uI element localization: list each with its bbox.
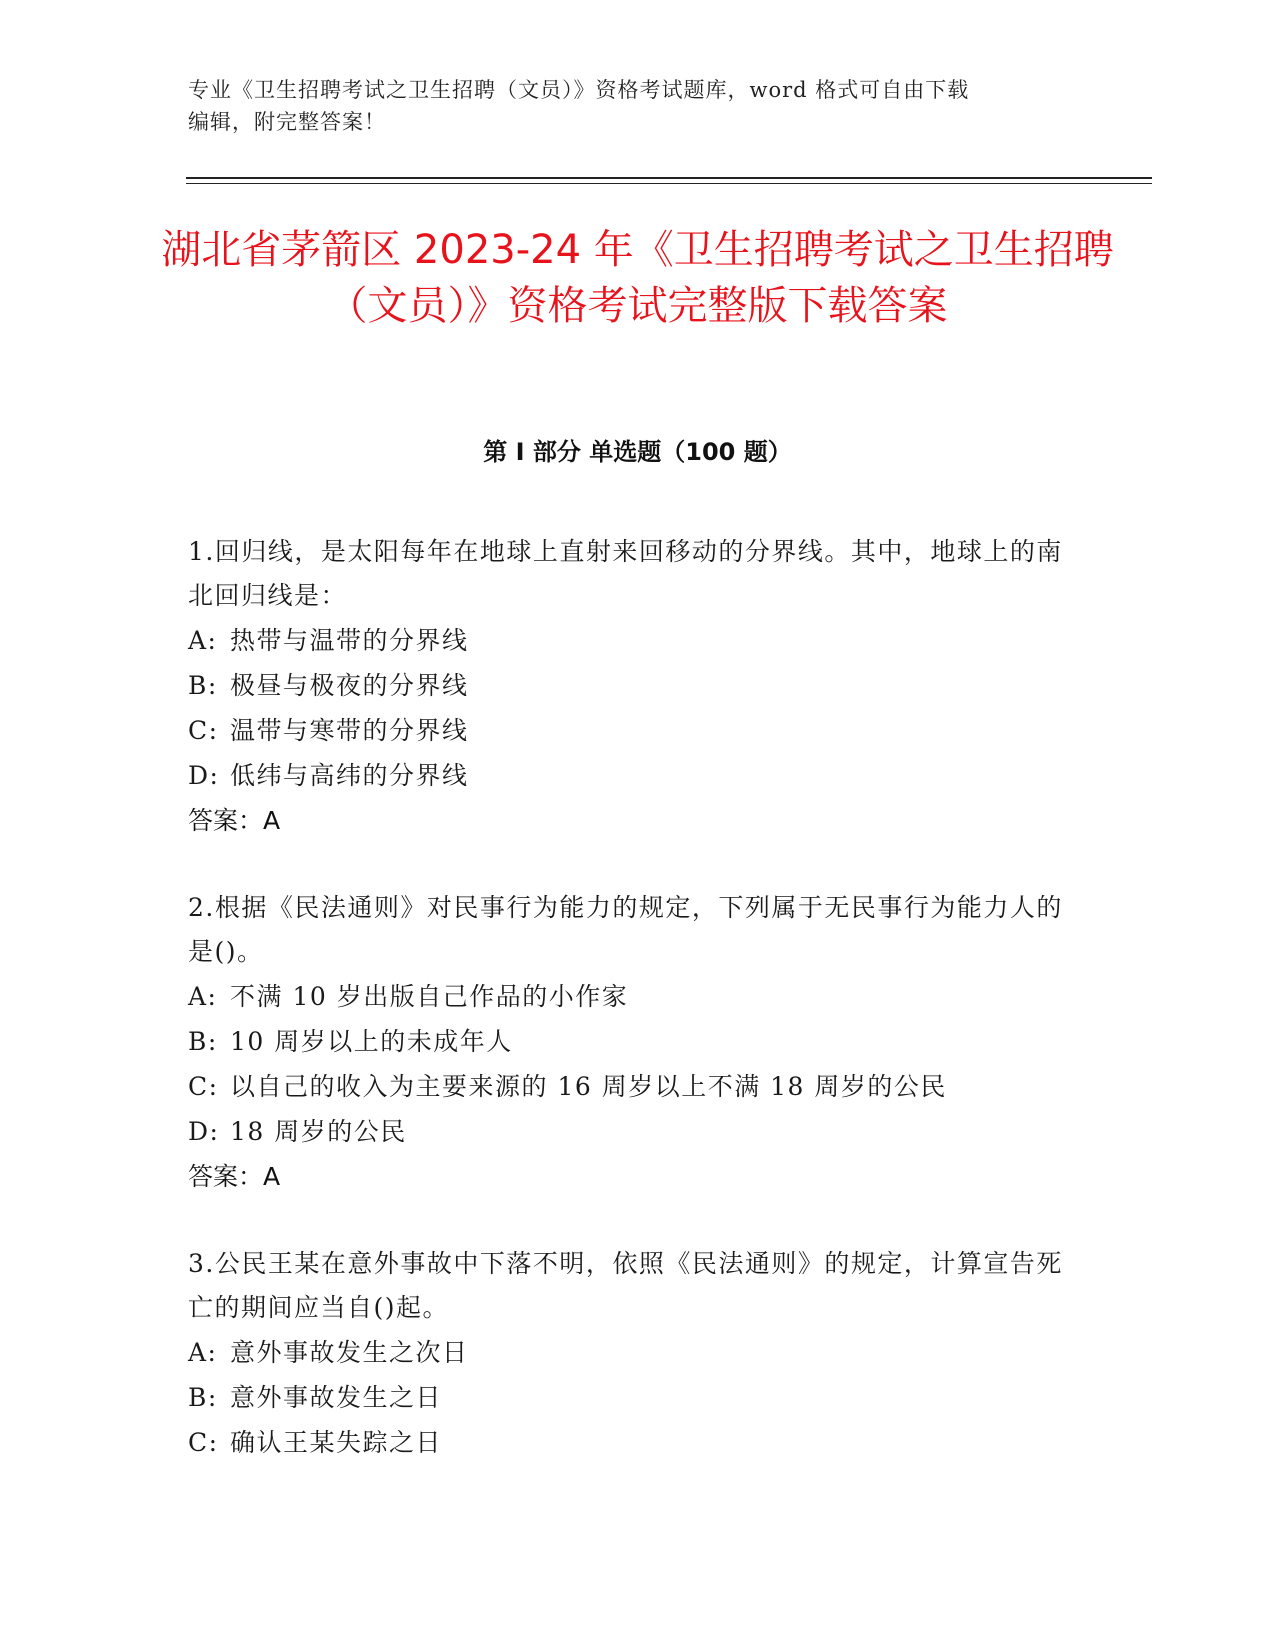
header-rule-thick — [186, 177, 1152, 179]
option-key: B: — [188, 1027, 218, 1056]
option-key: D: — [188, 761, 220, 790]
option-b — [188, 663, 1068, 708]
question-stem: 1.回归线，是太阳每年在地球上直射来回移动的分界线。其中，地球上的南北回归线是： — [188, 537, 1063, 610]
option-key: C: — [188, 716, 219, 745]
section-title: 第 I 部分 单选题（100 题） — [483, 438, 792, 466]
header-rule-thin — [186, 183, 1152, 184]
option-text: 不满 10 岁出版自己作品的小作家 — [230, 982, 629, 1011]
option-key: A: — [188, 1338, 218, 1367]
option-key: C: — [188, 1072, 219, 1101]
option-key: B: — [188, 1383, 218, 1412]
option-key: A: — [188, 626, 218, 655]
option-text: 热带与温带的分界线 — [230, 626, 469, 655]
header-note — [188, 74, 1068, 138]
question-stem: 3.公民王某在意外事故中下落不明，依照《民法通则》的规定，计算宣告死亡的期间应当自()起。 — [188, 1249, 1063, 1322]
option-text: 意外事故发生之次日 — [230, 1338, 469, 1367]
option-c — [188, 708, 1068, 753]
option-c — [188, 1064, 1068, 1109]
option-b — [188, 1019, 1068, 1064]
option-text: 低纬与高纬的分界线 — [230, 761, 469, 790]
option-key: D: — [188, 1117, 220, 1146]
option-text: 18 周岁的公民 — [230, 1117, 407, 1146]
option-text: 意外事故发生之日 — [230, 1383, 443, 1412]
header-note-line-2: 编辑，附完整答案！ — [188, 110, 386, 134]
option-d — [188, 1109, 1068, 1154]
option-a — [188, 974, 1068, 1019]
option-key: C: — [188, 1428, 219, 1457]
document-title: 湖北省茅箭区 2023-24 年《卫生招聘考试之卫生招聘（文员）》资格考试完整版下载答案 — [161, 227, 1114, 329]
header-note-line-1: 专业《卫生招聘考试之卫生招聘（文员）》资格考试题库，word 格式可自由下载 — [188, 78, 970, 102]
option-b — [188, 1375, 1068, 1420]
option-text: 确认王某失踪之日 — [230, 1428, 443, 1457]
question-3 — [188, 1242, 1068, 1465]
option-key: B: — [188, 671, 218, 700]
option-a — [188, 1330, 1068, 1375]
question-stem: 2.根据《民法通则》对民事行为能力的规定，下列属于无民事行为能力人的是()。 — [188, 893, 1063, 966]
question-list — [188, 530, 1068, 1507]
answer-line: 答案：A — [188, 806, 281, 835]
option-a — [188, 618, 1068, 663]
option-d — [188, 753, 1068, 798]
option-text: 极昼与极夜的分界线 — [230, 671, 469, 700]
question-2 — [188, 886, 1068, 1200]
option-text: 温带与寒带的分界线 — [230, 716, 469, 745]
option-key: A: — [188, 982, 218, 1011]
option-text: 10 周岁以上的未成年人 — [230, 1027, 513, 1056]
option-c — [188, 1420, 1068, 1465]
question-1 — [188, 530, 1068, 844]
answer-line: 答案：A — [188, 1162, 281, 1191]
option-text: 以自己的收入为主要来源的 16 周岁以上不满 18 周岁的公民 — [230, 1072, 947, 1101]
